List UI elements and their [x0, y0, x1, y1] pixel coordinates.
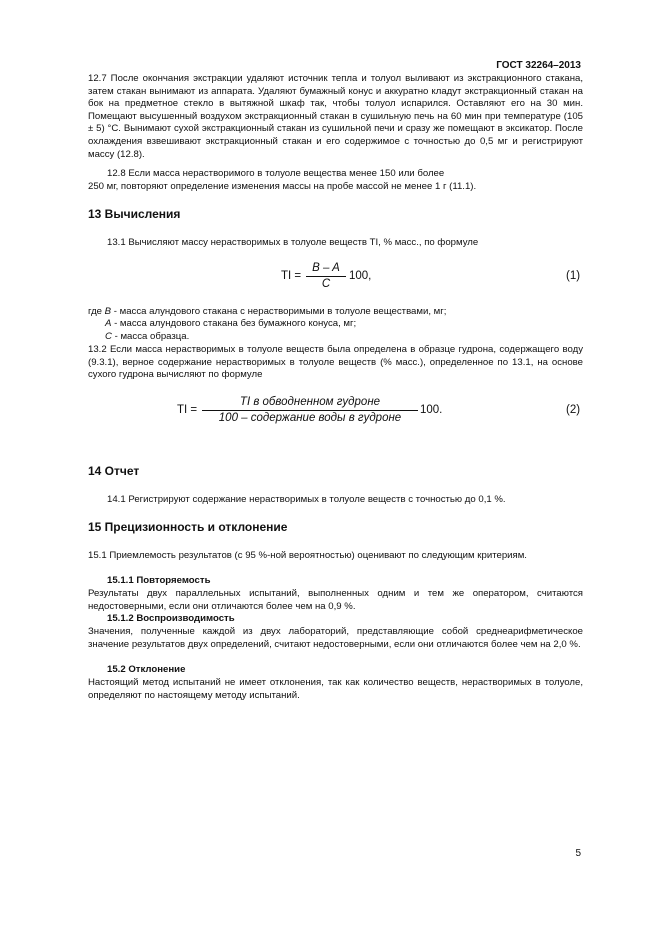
where-a-text: - масса алундового стакана без бумажного конуса, мг;	[111, 318, 357, 329]
paragraph-12-7-text: 12.7 После окончания экстракции удаляют источник тепла и толуол выливают из экстракционного стакана, затем стакан вынимают из аппарата. Удаляют бумажный конус и аккуратно кладут экстракционный стакан на бок на предметное стекло в вытяжной шкаф так, чтобы толуол испарился. Оставляют его на 30 мин. Помещают высушенный воздухом экстракционный стакан в сушильную печь на 60 мин при температуре (105 ± 5) °С. Вынимают сухой экстракционный стакан из сушильной печи и сразу же помещают в эксикатор. После охлаждения взвешивают экстракционный стакан и его содержимое с точностью до 0,5 мг и регистрируют массу (12.8).	[88, 73, 583, 160]
where-b-text: - масса алундового стакана с нерастворимыми в толуоле веществами, мг;	[111, 306, 447, 317]
paragraph-13-1-text: 13.1 Вычисляют массу нерастворимых в толуоле веществ TI, % масс., по формуле	[107, 237, 479, 248]
paragraph-12-8b-text: 250 мг, повторяют определение изменения массы на пробе массой не менее 1 г (11.1).	[88, 181, 477, 192]
paragraph-15-1-1-text: Результаты двух параллельных испытаний, выполненных одним и тем же оператором, считаются недостоверными, если они отличаются более чем на 0,9 %.	[88, 588, 583, 612]
paragraph-12-8a	[88, 168, 583, 181]
paragraph-15-1-2	[88, 626, 583, 651]
where-prefix: где	[88, 306, 105, 317]
paragraph-12-7	[88, 73, 583, 161]
formula-1-numerator: B – A	[312, 262, 340, 274]
formula-2-lhs: TI =	[177, 404, 198, 416]
formula-1-number: (1)	[566, 270, 581, 282]
section-15-title: 15 Прецизионность и отклонение	[88, 520, 288, 534]
paragraph-13-2-text: 13.2 Если масса нерастворимых в толуоле веществ была определена в образце гудрона, содержащего воду (9.3.1), верное содержание нерастворимых в толуоле веществ (% масс.), определенное по 13.1, на основе сухого гудрона вычисляют по формуле	[88, 344, 583, 381]
heading-15-2: 15.2 Отклонение	[107, 664, 186, 675]
paragraph-14-1	[88, 494, 583, 507]
paragraph-15-1-2-text: Значения, полученные каждой из двух лабораторий, представляющие собой среднеарифметическое значение результатов двух определений, считают недостоверными, если они отличаются более чем на 2,0 %.	[88, 626, 583, 650]
section-13-title: 13 Вычисления	[88, 207, 181, 221]
paragraph-15-1	[88, 550, 583, 563]
paragraph-15-2-text: Настоящий метод испытаний не имеет отклонения, так как количество веществ, нерастворимых в толуоле, определяют по настоящему методу испытаний.	[88, 677, 583, 701]
formula-2-numerator: TI в обводненном гудроне	[239, 396, 381, 408]
where-c-text: - масса образца.	[111, 331, 190, 342]
heading-15-1-1: 15.1.1 Повторяемость	[107, 575, 211, 586]
formula-1-lhs: TI =	[281, 270, 302, 282]
where-c-line	[105, 331, 189, 344]
section-14-title: 14 Отчет	[88, 464, 140, 478]
formula-1-denominator: C	[321, 278, 331, 290]
paragraph-14-1-text: 14.1 Регистрируют содержание нерастворимых в толуоле веществ с точностью до 0,1 %.	[107, 494, 506, 505]
formula-1-rhs: 100,	[349, 270, 372, 282]
paragraph-15-1-1	[88, 588, 583, 613]
page-number: 5	[575, 848, 581, 859]
formula-2-denominator: 100 – содержание воды в гудроне	[218, 412, 402, 424]
where-a-symbol: A	[105, 318, 112, 329]
paragraph-12-8a-text: 12.8 Если масса нерастворимого в толуоле вещества менее 150 или более	[107, 168, 445, 179]
formula-2-fraction-line	[202, 410, 418, 411]
paragraph-15-2	[88, 677, 583, 702]
formula-1-fraction-line	[306, 276, 346, 277]
document-id: ГОСТ 32264–2013	[496, 60, 581, 71]
paragraph-12-8b	[88, 181, 583, 194]
paragraph-13-1	[88, 237, 583, 250]
formula-2-number: (2)	[566, 404, 581, 416]
where-b-symbol: B	[104, 306, 112, 317]
where-b-line	[88, 306, 446, 319]
paragraph-13-2	[88, 344, 583, 382]
paragraph-15-1-text: 15.1 Приемлемость результатов (с 95 %-ной вероятностью) оценивают по следующим критериям.	[88, 550, 527, 561]
heading-15-1-2: 15.1.2 Воспроизводимость	[107, 613, 235, 624]
where-c-symbol: C	[105, 331, 112, 342]
formula-2-rhs: 100.	[420, 404, 443, 416]
where-a-line	[105, 318, 356, 331]
